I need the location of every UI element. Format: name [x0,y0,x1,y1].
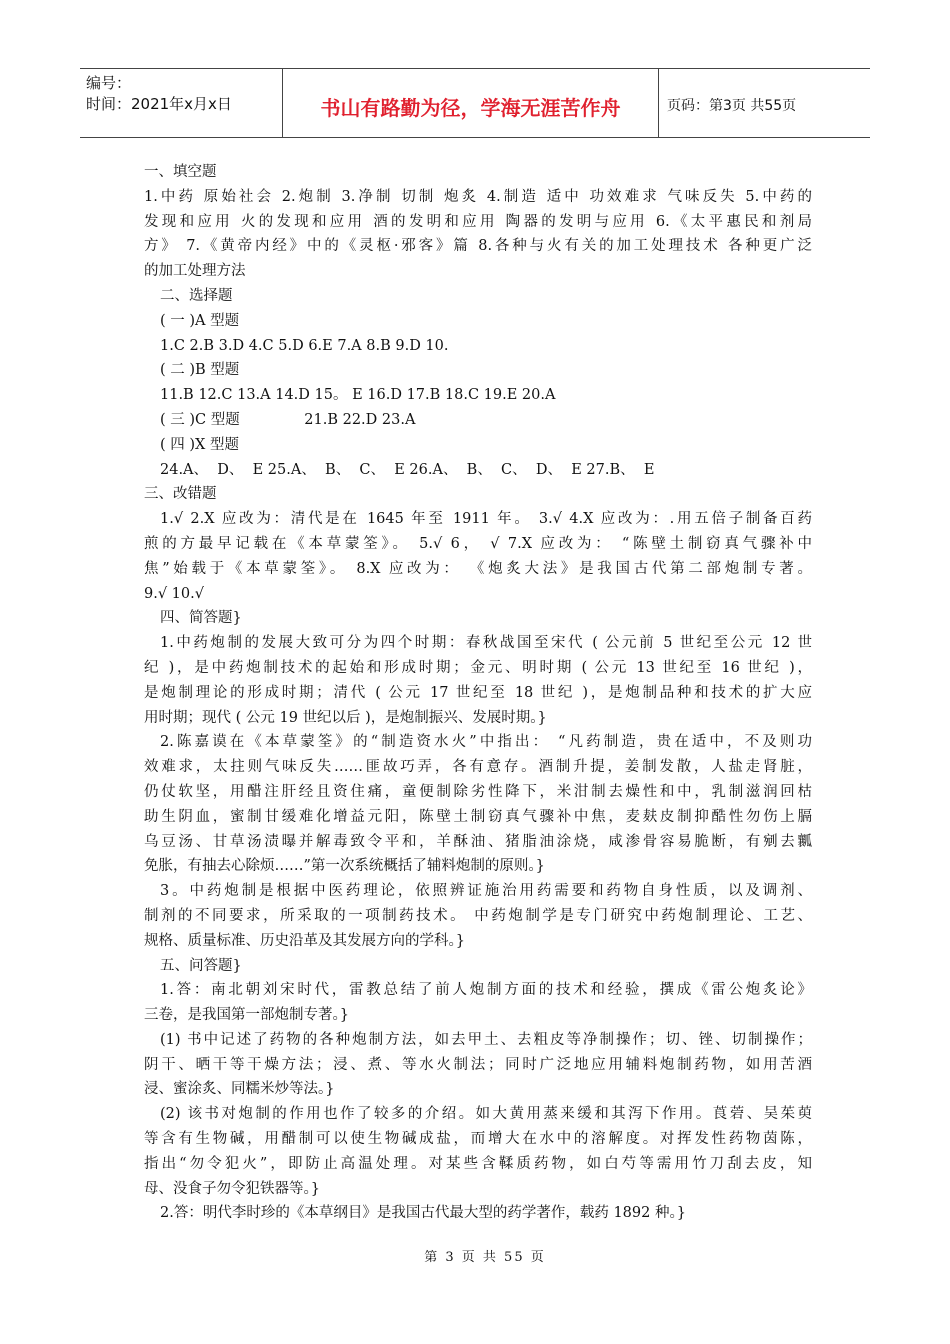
section-heading: 四、简答题} [160,610,242,627]
section-heading: 一、填空题 [144,164,217,180]
text-line: 发现和应用 火的发现和应用 酒的发明和应用 陶器的发明与应用 6.《太平惠民和剂局 [144,213,812,230]
page-header [80,68,870,138]
header-motto: 书山有路勤为径，学海无涯苦作舟 [283,69,659,137]
text-line: 纪 )，是中药炮制技术的起始和形成时期；金元、明时期 ( 公元 13 世纪至 16 世纪 )， [144,659,812,676]
text-line: (1) 书中记述了药物的各种炮制方法，如去甲土、去粗皮等净制操作；切、锉、切制操作； [160,1031,812,1048]
text-line: 浸、蜜涂炙、同糯米炒等法。} [144,1081,335,1098]
time-label: 时间：2021年x月x日 [86,95,232,113]
text-line: 3。中药炮制是根据中医药理论，依照辨证施治用药需要和药物自身性质，以及调剂、 [160,883,812,900]
number-label: 编号： [86,74,132,92]
header-page-info: 页码：第3页 共55页 [667,98,797,114]
text-line: 1.答：南北朝刘宋时代，雷教总结了前人炮制方面的技术和经验，撰成《雷公炮炙论》 [160,982,812,999]
text-line: 阴干、晒干等干燥方法；浸、煮、等水火制法；同时广泛地应用辅料炮制药物，如用苦酒 [144,1056,812,1073]
subsection-heading: ( 二 )B 型题 [160,362,240,379]
header-meta [80,69,283,137]
text-line: 2.答：明代李时珍的《本草纲目》是我国古代最大型的药学著作，载药 1892 种。} [160,1205,686,1222]
document-body [144,160,812,1226]
section-heading: 二、选择题 [160,287,233,304]
text-line: (2) 该书对炮制的作用也作了较多的介绍。如大黄用蒸来缓和其泻下作用。莨菪、吴茱萸 [160,1106,812,1123]
text-line: 2.陈嘉谟在《本草蒙筌》的“制造资水火”中指出： “凡药制造，贵在适中，不及则功 [160,734,812,751]
text-line: 母、没食子勿令犯铁器等。} [144,1180,320,1197]
text-line: 煎的方最早记载在《本草蒙筌》。 5.√ 6， √ 7.X 应改为： “陈壁土制窃真气骤补中 [144,535,812,552]
subsection-heading: ( 三 )C 型题 21.B 22.D 23.A [160,411,416,428]
text-line: 的加工处理方法 [144,263,246,280]
text-line: 三卷，是我国第一部炮制专著。} [144,1007,349,1024]
text-line: 9.√ 10.√ [144,585,204,602]
answer-line: 1.C 2.B 3.D 4.C 5.D 6.E 7.A 8.B 9.D 10. [160,337,449,354]
text-line: 1.中药 原始社会 2.炮制 3.净制 切制 炮炙 4.制造 适中 功效难求 气味反失 5.中药的 [144,188,812,205]
text-line: 指出“勿令犯火”，即防止高温处理。对某些含鞣质药物，如白芍等需用竹刀刮去皮，知 [144,1155,812,1172]
text-line: 仍仗软坚，用醋注肝经且资住痛，童便制除劣性降下，米泔制去燥性和中，乳制滋润回枯 [144,783,812,800]
text-line: 助生阴血，蜜制甘缓难化增益元阳，陈壁土制窃真气骤补中焦，麦麸皮制抑酷性勿伤上膈 [144,808,812,825]
text-line: 制剂的不同要求，所采取的一项制药技术。 中药炮制学是专门研究中药炮制理论、工艺、 [144,907,812,924]
text-line: 用时期；现代 ( 公元 19 世纪以后 )，是炮制振兴、发展时期。} [144,709,547,726]
text-line: 是炮制理论的形成时期；清代 ( 公元 17 世纪至 18 世纪 )，是炮制品种和技术的扩大应 [144,684,812,701]
text-line: 焦”始载于《本草蒙筌》。 8.X 应改为： 《炮炙大法》是我国古代第二部炮制专著。 [144,560,812,577]
page-footer: 第 3 页 共 55 页 [424,1250,546,1265]
text-line: 乌豆汤、甘草汤渍曝并解毒致令平和，羊酥油、猪脂油涂烧，咸渗骨容易脆断，有剜去瓤 [144,833,812,850]
subsection-heading: ( 四 )X 型题 [160,436,239,453]
text-line: 规格、质量标准、历史沿革及其发展方向的学科。} [144,932,465,949]
text-line: 效难求，太拄则气味反失……匪故巧弄，各有意存。酒制升提，姜制发散，人盐走肾脏， [144,759,812,776]
text-line: 1.√ 2.X 应改为：清代是在 1645 年至 1911 年。 3.√ 4.X 应改为：.用五倍子制备百药 [160,511,812,528]
section-heading: 三、改错题 [144,486,217,503]
text-line: 等含有生物碱，用醋制可以使生物碱成盐，而增大在水中的溶解度。对挥发性药物茵陈， [144,1131,812,1148]
text-line: 方》 7.《黄帝内经》中的《灵枢·邪客》篇 8.各种与火有关的加工处理技术 各种更广泛 [144,238,812,255]
subsection-heading: ( 一 )A 型题 [160,312,240,329]
answer-line: 11.B 12.C 13.A 14.D 15。 E 16.D 17.B 18.C 19.E 20.A [160,387,556,404]
text-line: 1.中药炮制的发展大致可分为四个时期：春秋战国至宋代 ( 公元前 5 世纪至公元 12 世 [160,635,812,652]
answer-line: 24.A、 D、 E 25.A、 B、 C、 E 26.A、 B、 C、 D、 E 27.B、 E [160,461,655,478]
text-line: 免胀，有抽去心除烦……”第一次系统概括了辅料炮制的原则。} [144,858,545,875]
section-heading: 五、问答题} [160,957,242,974]
